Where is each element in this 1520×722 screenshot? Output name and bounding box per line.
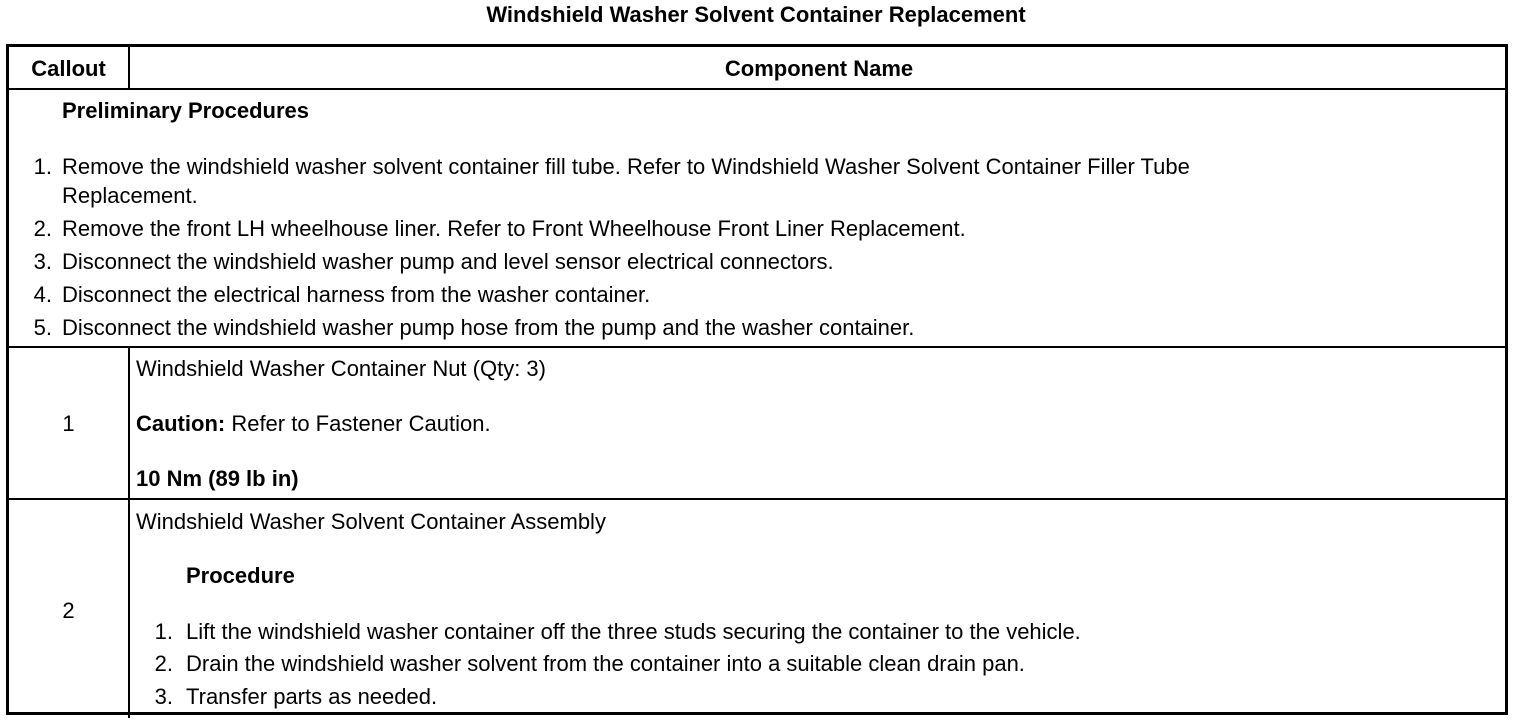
row-divider [9,498,1505,500]
step-text: Remove the front LH wheelhouse liner. Refer to Front Wheelhouse Front Liner Replacement. [62,216,966,241]
procedure-table [6,44,1508,715]
caution-label: Caution: [136,411,226,436]
step-number: 1. [154,619,173,644]
step-text: Lift the windshield washer container off the three studs securing the container to the vehicle. [186,619,1081,644]
step-number: 2. [33,216,52,241]
component-name: Windshield Washer Solvent Container Assembly [136,509,606,534]
callout-number: 2 [62,598,75,623]
procedure-heading: Procedure [186,563,295,588]
caution-note [136,410,491,438]
callout-number: 1 [62,411,75,436]
row-column-divider [128,348,130,499]
preliminary-heading: Preliminary Procedures [62,98,310,123]
step-number: 3. [33,249,52,274]
step-text: Disconnect the windshield washer pump hose from the pump and the washer container. [62,315,915,340]
torque-spec: 10 Nm (89 lb in) [136,466,299,491]
step-number: 4. [33,282,52,307]
step-text: Transfer parts as needed. [186,684,438,709]
component-name-header: Component Name [724,56,914,81]
callout-header: Callout [31,56,106,81]
step-text: Disconnect the electrical harness from the washer container. [62,282,651,307]
step-number: 3. [154,684,173,709]
component-name: Windshield Washer Container Nut (Qty: 3) [136,356,546,381]
step-number: 1. [33,154,52,179]
preliminary-divider [9,346,1505,348]
step-number: 5. [33,315,52,340]
step-text-continuation: Replacement. [62,183,198,208]
step-number: 2. [154,651,173,676]
header-column-divider [128,47,130,88]
step-text: Disconnect the windshield washer pump and level sensor electrical connectors. [62,249,834,274]
header-divider [9,88,1505,90]
step-text: Remove the windshield washer solvent container fill tube. Refer to Windshield Washer Solvent Container Filler Tube [62,154,1190,179]
caution-text: Refer to Fastener Caution. [225,411,491,436]
step-text: Drain the windshield washer solvent from the container into a suitable clean drain pan. [186,651,1025,676]
page-title: Windshield Washer Solvent Container Replacement [486,2,1026,27]
